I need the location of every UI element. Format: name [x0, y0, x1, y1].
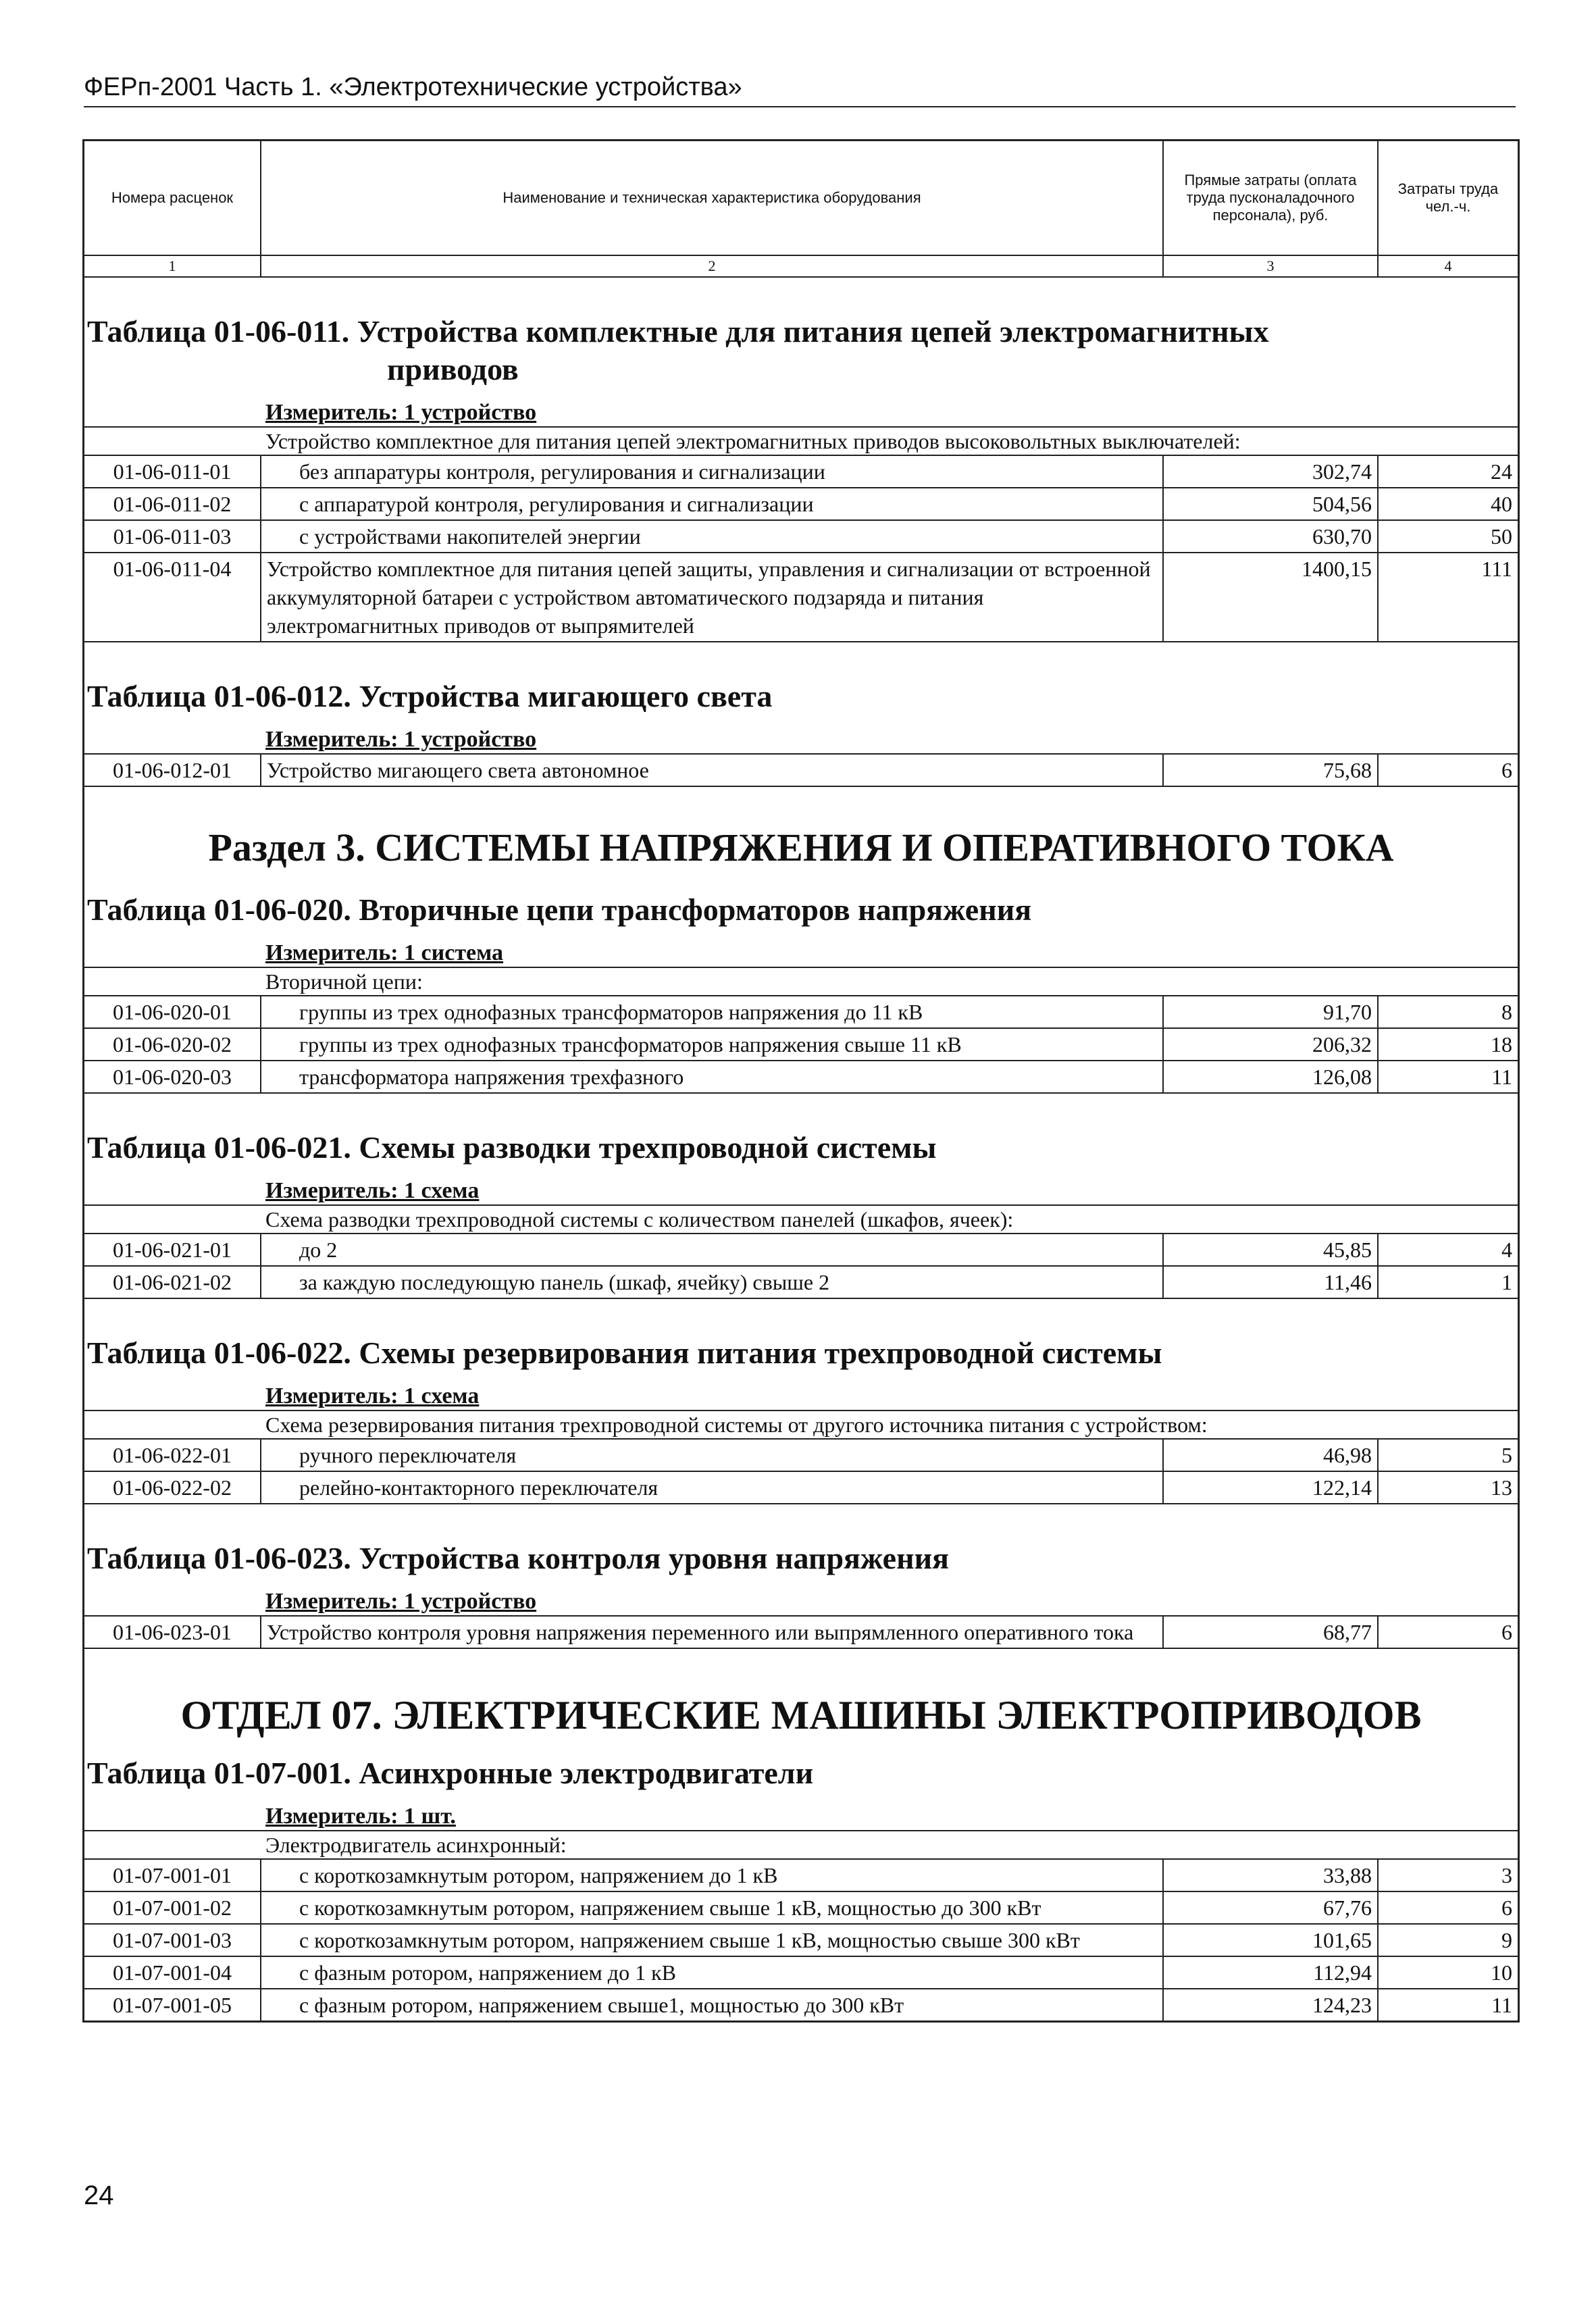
table-row	[84, 1923, 1518, 1956]
rate-cost: 68,77	[1164, 1617, 1379, 1648]
unit-label: Измеритель: 1 устройство	[265, 400, 537, 425]
rate-cost: 1400,15	[1164, 553, 1379, 641]
col-number: 1	[84, 256, 261, 276]
table-row	[84, 1858, 1518, 1891]
table-01-06-022	[84, 1298, 1518, 1503]
rate-labor: 5	[1501, 1443, 1512, 1467]
rate-code: 01-06-011-04	[84, 553, 261, 641]
rate-description: с короткозамкнутым ротором, напряжением свыше 1 кВ, мощностью свыше 300 кВт	[261, 1925, 1164, 1956]
table-row	[84, 1233, 1518, 1265]
rate-description: Устройство комплектное для питания цепей защиты, управления и сигнализации от встроенной аккумуляторной батареи с устройством автоматического подзаряда и питания электромагнитных приводов от выпрямителей	[261, 553, 1164, 641]
table-title: Таблица 01-07-001. Асинхронные электродвигатели	[87, 1756, 814, 1790]
col-number: 3	[1164, 256, 1379, 276]
unit-label: Измеритель: 1 устройство	[265, 727, 537, 752]
rate-description: трансформатора напряжения трехфазного	[261, 1061, 1164, 1092]
rate-description: с устройствами накопителей энергии	[261, 521, 1164, 552]
rate-code: 01-06-021-01	[84, 1234, 261, 1265]
price-table	[82, 139, 1520, 2023]
rate-cost: 302,74	[1164, 456, 1379, 487]
rate-code: 01-07-001-02	[84, 1892, 261, 1923]
rate-cost: 67,76	[1164, 1892, 1379, 1923]
rate-labor: 9	[1501, 1928, 1512, 1952]
unit-label: Измеритель: 1 система	[265, 940, 504, 965]
table-row	[84, 1027, 1518, 1060]
table-01-06-011	[84, 276, 1518, 641]
table-row	[84, 1956, 1518, 1988]
column-numbers	[84, 256, 1518, 276]
table-row	[84, 487, 1518, 519]
table-title: Таблица 01-06-021. Схемы разводки трехпроводной системы	[87, 1130, 937, 1165]
rate-code: 01-06-011-02	[84, 488, 261, 519]
table-01-06-020	[84, 875, 1518, 1092]
rate-description: группы из трех однофазных трансформаторов напряжения до 11 кВ	[261, 996, 1164, 1027]
column-headers	[84, 141, 1518, 256]
rate-labor: 4	[1501, 1238, 1512, 1262]
rate-description: ручного переключателя	[261, 1440, 1164, 1471]
rate-code: 01-06-020-01	[84, 996, 261, 1027]
table-row	[84, 995, 1518, 1027]
rate-code: 01-06-022-01	[84, 1440, 261, 1471]
unit-label: Измеритель: 1 шт.	[265, 1804, 456, 1829]
table-01-07-001	[84, 1742, 1518, 2020]
rate-code: 01-07-001-01	[84, 1860, 261, 1891]
table-01-06-021	[84, 1092, 1518, 1298]
table-row	[84, 1471, 1518, 1503]
table-title: Таблица 01-06-012. Устройства мигающего света	[87, 679, 773, 713]
group-label: Электродвигатель асинхронный:	[84, 1830, 1518, 1858]
rate-labor: 11	[1491, 1993, 1512, 2017]
rate-code: 01-07-001-03	[84, 1925, 261, 1956]
rate-cost: 630,70	[1164, 521, 1379, 552]
rate-code: 01-06-011-03	[84, 521, 261, 552]
rate-code: 01-06-020-03	[84, 1061, 261, 1092]
rate-labor: 111	[1481, 557, 1512, 581]
rate-cost: 46,98	[1164, 1440, 1379, 1471]
page-header: ФЕРп-2001 Часть 1. «Электротехнические устройства»	[84, 73, 1516, 107]
rate-code: 01-06-022-02	[84, 1472, 261, 1503]
table-01-06-012	[84, 641, 1518, 786]
rate-description: за каждую последующую панель (шкаф, ячейку) свыше 2	[261, 1267, 1164, 1298]
rate-code: 01-07-001-04	[84, 1957, 261, 1988]
table-title	[84, 278, 1518, 388]
col-number: 2	[261, 256, 1164, 276]
col-number: 4	[1444, 257, 1452, 274]
rate-cost: 11,46	[1164, 1267, 1379, 1298]
rate-description: с короткозамкнутым ротором, напряжением до 1 кВ	[261, 1860, 1164, 1891]
rate-description: группы из трех однофазных трансформаторов напряжения свыше 11 кВ	[261, 1029, 1164, 1060]
table-row	[84, 1265, 1518, 1298]
rate-cost: 124,23	[1164, 1989, 1379, 2020]
rate-labor: 6	[1501, 1620, 1512, 1644]
group-label: Вторичной цепи:	[84, 967, 1518, 995]
rate-description: с аппаратурой контроля, регулирования и сигнализации	[261, 488, 1164, 519]
rate-cost: 75,68	[1164, 755, 1379, 786]
group-label: Устройство комплектное для питания цепей электромагнитных приводов высоковольтных выключателей:	[84, 426, 1518, 455]
rate-labor: 6	[1501, 1896, 1512, 1920]
rate-cost: 112,94	[1164, 1957, 1379, 1988]
rate-cost: 33,88	[1164, 1860, 1379, 1891]
rate-cost: 91,70	[1164, 996, 1379, 1027]
page-number: 24	[84, 2181, 114, 2210]
rate-labor: 1	[1501, 1270, 1512, 1294]
col-header-direct-costs: Прямые затраты (оплата труда пусконаладочного персонала), руб.	[1164, 141, 1379, 255]
table-row	[84, 1438, 1518, 1471]
table-title: Таблица 01-06-023. Устройства контроля уровня напряжения	[87, 1541, 949, 1575]
col-header-labor: Затраты труда чел.-ч.	[1397, 180, 1499, 215]
unit-label: Измеритель: 1 устройство	[265, 1589, 537, 1614]
section-heading: Раздел 3. СИСТЕМЫ НАПРЯЖЕНИЯ И ОПЕРАТИВНОГО ТОКА	[84, 786, 1518, 875]
rate-labor: 18	[1491, 1032, 1512, 1057]
rate-description: с фазным ротором, напряжением до 1 кВ	[261, 1957, 1164, 1988]
rate-code: 01-06-023-01	[84, 1617, 261, 1648]
group-label: Схема резервирования питания трехпроводной системы от другого источника питания с устройством:	[84, 1410, 1518, 1438]
rate-description: до 2	[261, 1234, 1164, 1265]
group-label: Схема разводки трехпроводной системы с количеством панелей (шкафов, ячеек):	[84, 1204, 1518, 1233]
table-row	[84, 552, 1518, 641]
unit-label: Измеритель: 1 схема	[265, 1383, 480, 1408]
rate-labor: 13	[1491, 1475, 1512, 1500]
table-row	[84, 1060, 1518, 1092]
rate-description: с короткозамкнутым ротором, напряжением свыше 1 кВ, мощностью до 300 кВт	[261, 1892, 1164, 1923]
rate-description: релейно-контакторного переключателя	[261, 1472, 1164, 1503]
rate-labor: 11	[1491, 1065, 1512, 1089]
rate-labor: 10	[1491, 1960, 1512, 1985]
rate-description: без аппаратуры контроля, регулирования и сигнализации	[261, 456, 1164, 487]
rate-cost: 504,56	[1164, 488, 1379, 519]
division-heading: ОТДЕЛ 07. ЭЛЕКТРИЧЕСКИЕ МАШИНЫ ЭЛЕКТРОПРИВОДОВ	[84, 1648, 1518, 1742]
table-title: Таблица 01-06-020. Вторичные цепи трансформаторов напряжения	[87, 892, 1032, 927]
rate-labor: 3	[1501, 1863, 1512, 1887]
rate-labor: 50	[1491, 524, 1512, 549]
rate-code: 01-06-011-01	[84, 456, 261, 487]
rate-cost: 206,32	[1164, 1029, 1379, 1060]
table-title-line: Таблица 01-06-011. Устройства комплектные для питания цепей электромагнитных	[87, 314, 1269, 349]
table-row	[84, 753, 1518, 786]
rate-cost: 45,85	[1164, 1234, 1379, 1265]
table-row	[84, 519, 1518, 552]
rate-labor: 6	[1501, 758, 1512, 782]
rate-code: 01-06-021-02	[84, 1267, 261, 1298]
unit-label: Измеритель: 1 схема	[265, 1178, 480, 1203]
rate-labor: 40	[1491, 492, 1512, 516]
rate-code: 01-06-012-01	[84, 755, 261, 786]
rate-labor: 24	[1491, 459, 1512, 484]
rate-description: Устройство мигающего света автономное	[261, 755, 1164, 786]
table-title-line: приводов	[387, 352, 519, 386]
rate-cost: 126,08	[1164, 1061, 1379, 1092]
table-title: Таблица 01-06-022. Схемы резервирования питания трехпроводной системы	[87, 1336, 1162, 1370]
table-row	[84, 1615, 1518, 1648]
rate-description: Устройство контроля уровня напряжения переменного или выпрямленного оперативного тока	[261, 1617, 1164, 1648]
col-header-description: Наименование и техническая характеристика оборудования	[261, 141, 1164, 255]
table-row	[84, 1891, 1518, 1923]
rate-code: 01-06-020-02	[84, 1029, 261, 1060]
rate-code: 01-07-001-05	[84, 1989, 261, 2020]
table-01-06-023	[84, 1503, 1518, 1648]
table-row	[84, 455, 1518, 487]
col-header-codes: Номера расценок	[84, 141, 261, 255]
table-row	[84, 1988, 1518, 2020]
rate-labor: 8	[1501, 1000, 1512, 1024]
rate-cost: 122,14	[1164, 1472, 1379, 1503]
rate-description: с фазным ротором, напряжением свыше1, мощностью до 300 кВт	[261, 1989, 1164, 2020]
rate-cost: 101,65	[1164, 1925, 1379, 1956]
